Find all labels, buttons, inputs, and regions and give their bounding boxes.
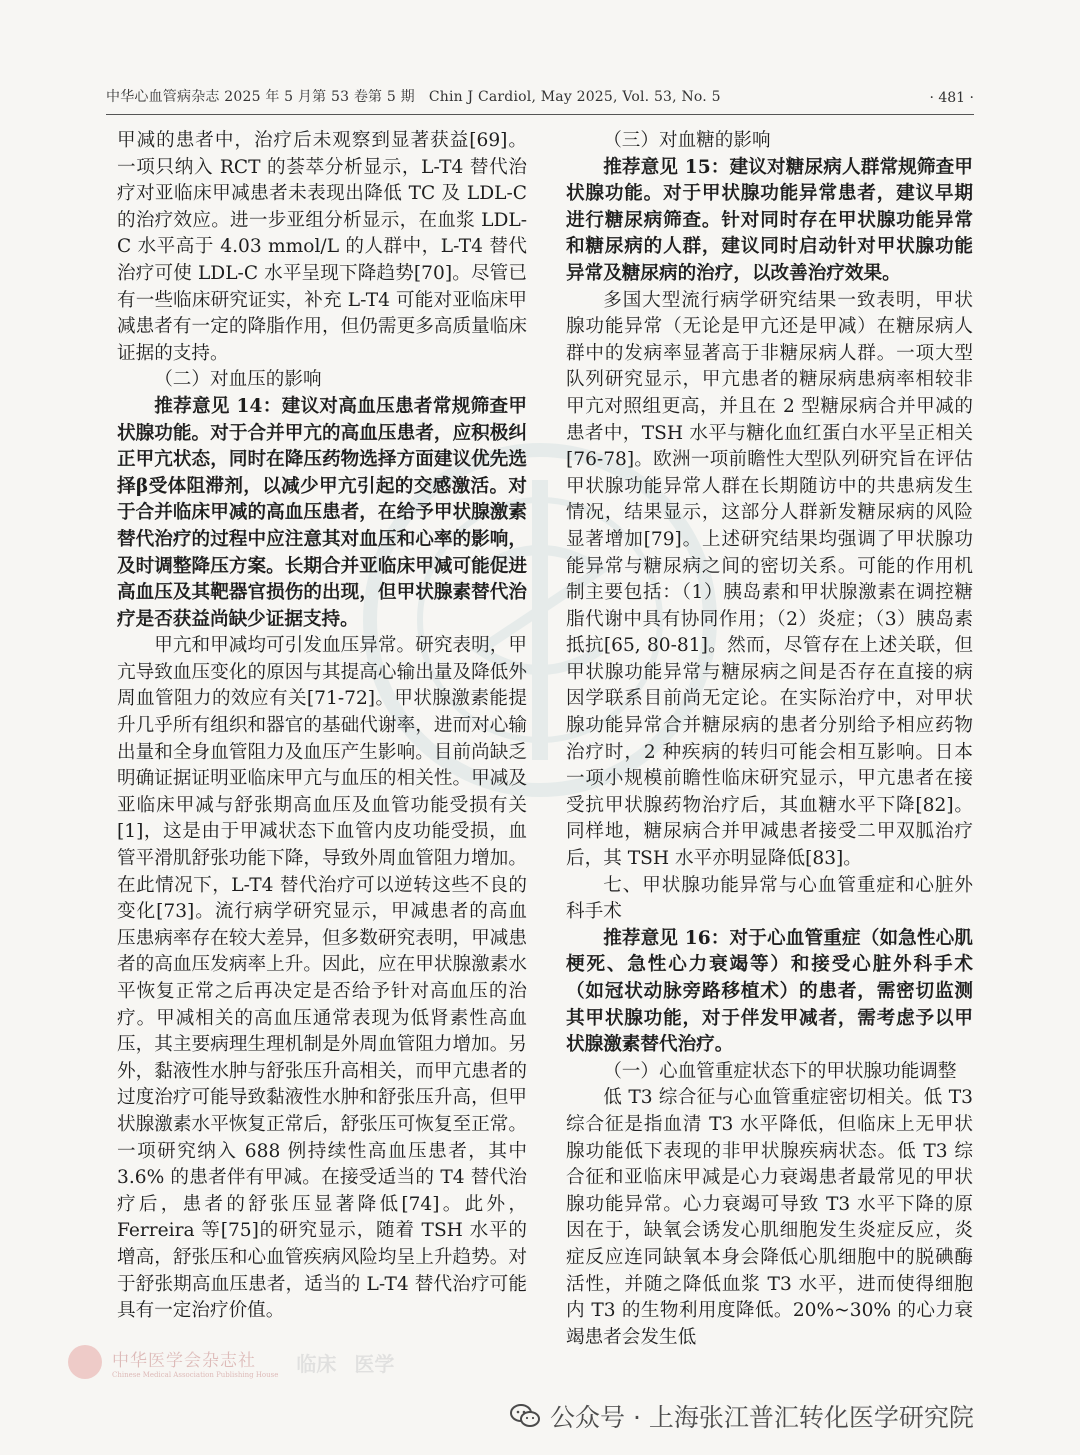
journal-title-cn: 中华心血管病杂志 2025 年 5 月第 53 卷第 5 期	[106, 89, 415, 105]
recommendation-16-label: 推荐意见 16：	[603, 927, 730, 949]
left-column	[117, 128, 527, 1325]
running-header	[106, 86, 974, 115]
recommendation-15-label: 推荐意见 15：	[603, 156, 730, 178]
right-column	[566, 128, 973, 1351]
section-heading-blood-pressure: （二）对血压的影响	[154, 369, 322, 391]
recommendation-16	[566, 926, 973, 1059]
publisher-name: 中华医学会杂志社 Chinese Medical Association Publishing House	[112, 1350, 279, 1379]
recommendation-14	[117, 394, 527, 633]
recommendation-15-text: 建议对糖尿病人群常规筛查甲状腺功能。对于甲状腺功能异常患者，建议早期进行糖尿病筛查。针对同时存在甲状腺功能异常和糖尿病的人群，建议同时启动针对甲状腺功能异常及糖尿病的治疗，以改善治疗效果。	[566, 156, 973, 284]
journal-citation	[106, 86, 721, 106]
brand-mark-2: 医学	[354, 1351, 395, 1376]
publisher-logo	[68, 1342, 488, 1382]
publisher-seal-icon	[68, 1345, 102, 1379]
paragraph-glucose: 多国大型流行病学研究结果一致表明，甲状腺功能异常（无论是甲亢还是甲减）在糖尿病人群中的发病率显著高于非糖尿病人群。一项大型队列研究显示，甲亢患者的糖尿病患病率相较非甲亢对照组更高，并且在 2 型糖尿病合并甲减的患者中，TSH 水平与糖化血红蛋白水平呈正相关[76-78]。欧洲一项前瞻性大型队列研究旨在评估甲状腺功能异常人群在长期随访中的共患病发生情况，结果显示，这部分人群新发糖尿病的风险显著增加[79]。上述研究结果均强调了甲状腺功能异常与糖尿病之间的密切关系。可能的作用机制主要包括：（1）胰岛素和甲状腺激素在调控糖脂代谢中具有协同作用；（2）炎症；（3）胰岛素抵抗[65, 80-81]。然而，尽管存在上述关联，但甲状腺功能异常与糖尿病之间是否存在直接的病因学联系目前尚无定论。在实际治疗中，对甲状腺功能异常合并糖尿病的患者分别给予相应药物治疗时，2 种疾病的转归可能会相互影响。日本一项小规模前瞻性临床研究显示，甲亢患者在接受抗甲状腺药物治疗后，其血糖水平下降[82]。同样地，糖尿病合并甲减患者接受二甲双胍治疗后，其 TSH 水平亦明显降低[83]。	[566, 289, 973, 870]
wechat-account-name: 公众号 · 上海张江普汇转化医学研究院	[550, 1403, 974, 1432]
recommendation-14-text: 建议对高血压患者常规筛查甲状腺功能。对于合并甲亢的高血压患者，应积极纠正甲亢状态，同时在降压药物选择方面建议优先选择β受体阻滞剂，以减少甲亢引起的交感激活。对于合并临床甲减的高血压患者，在给予甲状腺激素替代治疗的过程中应注意其对血压和心率的影响，及时调整降压方案。长期合并亚临床甲减可能促进高血压及其靶器官损伤的出现，但甲状腺素替代治疗是否获益尚缺少证据支持。	[117, 395, 527, 630]
wechat-account-link[interactable]	[510, 1398, 974, 1434]
recommendation-16-text: 对于心血管重症（如急性心肌梗死、急性心力衰竭等）和接受心脏外科手术（如冠状动脉旁路移植术）的患者，需密切监测其甲状腺功能，对于伴发甲减者，需考虑予以甲状腺激素替代治疗。	[566, 927, 973, 1056]
page-number: · 481 ·	[929, 90, 974, 106]
recommendation-14-label: 推荐意见 14：	[154, 395, 282, 417]
wechat-icon	[510, 1403, 540, 1429]
paragraph-blood-pressure: 甲亢和甲减均可引发血压异常。研究表明，甲亢导致血压变化的原因与其提高心输出量及降低外周血管阻力的效应有关[71-72]。甲状腺激素能提升几乎所有组织和器官的基础代谢率，进而对心输出量和全身血管阻力及血压产生影响。目前尚缺乏明确证据证明亚临床甲亢与血压的相关性。甲减及亚临床甲减与舒张期高血压及血管功能受损有关[1]，这是由于甲减状态下血管内皮功能受损，血管平滑肌舒张功能下降，导致外周血管阻力增加。在此情况下，L-T4 替代治疗可以逆转这些不良的变化[73]。流行病学研究显示，甲减患者的高血压患病率存在较大差异，但多数研究表明，甲减患者的高血压发病率上升。因此，应在甲状腺激素水平恢复正常之后再决定是否给予针对高血压的治疗。甲减相关的高血压通常表现为低肾素性高血压，其主要病理生理机制是外周血管阻力增加。另外，黏液性水肿与舒张压升高相关，而甲亢患者的过度治疗可能导致黏液性水肿和舒张压升高，但甲状腺激素水平恢复正常后，舒张压可恢复至正常。一项研究纳入 688 例持续性高血压患者，其中 3.6% 的患者伴有甲减。在接受适当的 T4 替代治疗后，患者的舒张压显著降低[74]。此外，Ferreira 等[75]的研究显示，随着 TSH 水平的增高，舒张压和心血管疾病风险均呈上升趋势。对于舒张期高血压患者，适当的 L-T4 替代治疗可能具有一定治疗价值。	[117, 635, 527, 1322]
section-heading-glucose: （三）对血糖的影响	[603, 130, 771, 151]
paragraph-lipid-continued: 甲减的患者中，治疗后未观察到显著获益[69]。一项只纳入 RCT 的荟萃分析显示，L-T4 替代治疗对亚临床甲减患者未表现出降低 TC 及 LDL-C 的治疗效应。进一步亚组分析显示，在血浆 LDL-C 水平高于 4.03 mmol/L 的人群中，L-T4 替代治疗可使 LDL-C 水平呈现下降趋势[70]。尽管已有一些临床研究证实，补充 L-T4 可能对亚临床甲减患者有一定的降脂作用，但仍需更多高质量临床证据的支持。	[117, 130, 527, 364]
brand-mark-1: 临床	[296, 1351, 337, 1376]
journal-title-en: Chin J Cardiol, May 2025, Vol. 53, No. 5	[428, 89, 721, 105]
subsection-heading-thyroid-adjustment: （一）心血管重症状态下的甲状腺功能调整	[603, 1060, 957, 1082]
recommendation-15	[566, 155, 973, 288]
section-heading-critical-care: 七、甲状腺功能异常与心血管重症和心脏外科手术	[566, 874, 973, 923]
paragraph-low-t3: 低 T3 综合征与心血管重症密切相关。低 T3 综合征是指血清 T3 水平降低，但临床上无甲状腺功能低下表现的非甲状腺疾病状态。低 T3 综合征和亚临床甲减是心力衰竭患者最常见的甲状腺功能异常。心力衰竭可导致 T3 水平下降的原因在于，缺氧会诱发心肌细胞发生炎症反应，炎症反应连同缺氧本身会降低心肌细胞中的脱碘酶活性，并随之降低血浆 T3 水平，进而使得细胞内 T3 的生物利用度降低。20%~30% 的心力衰竭患者会发生低	[566, 1087, 973, 1348]
